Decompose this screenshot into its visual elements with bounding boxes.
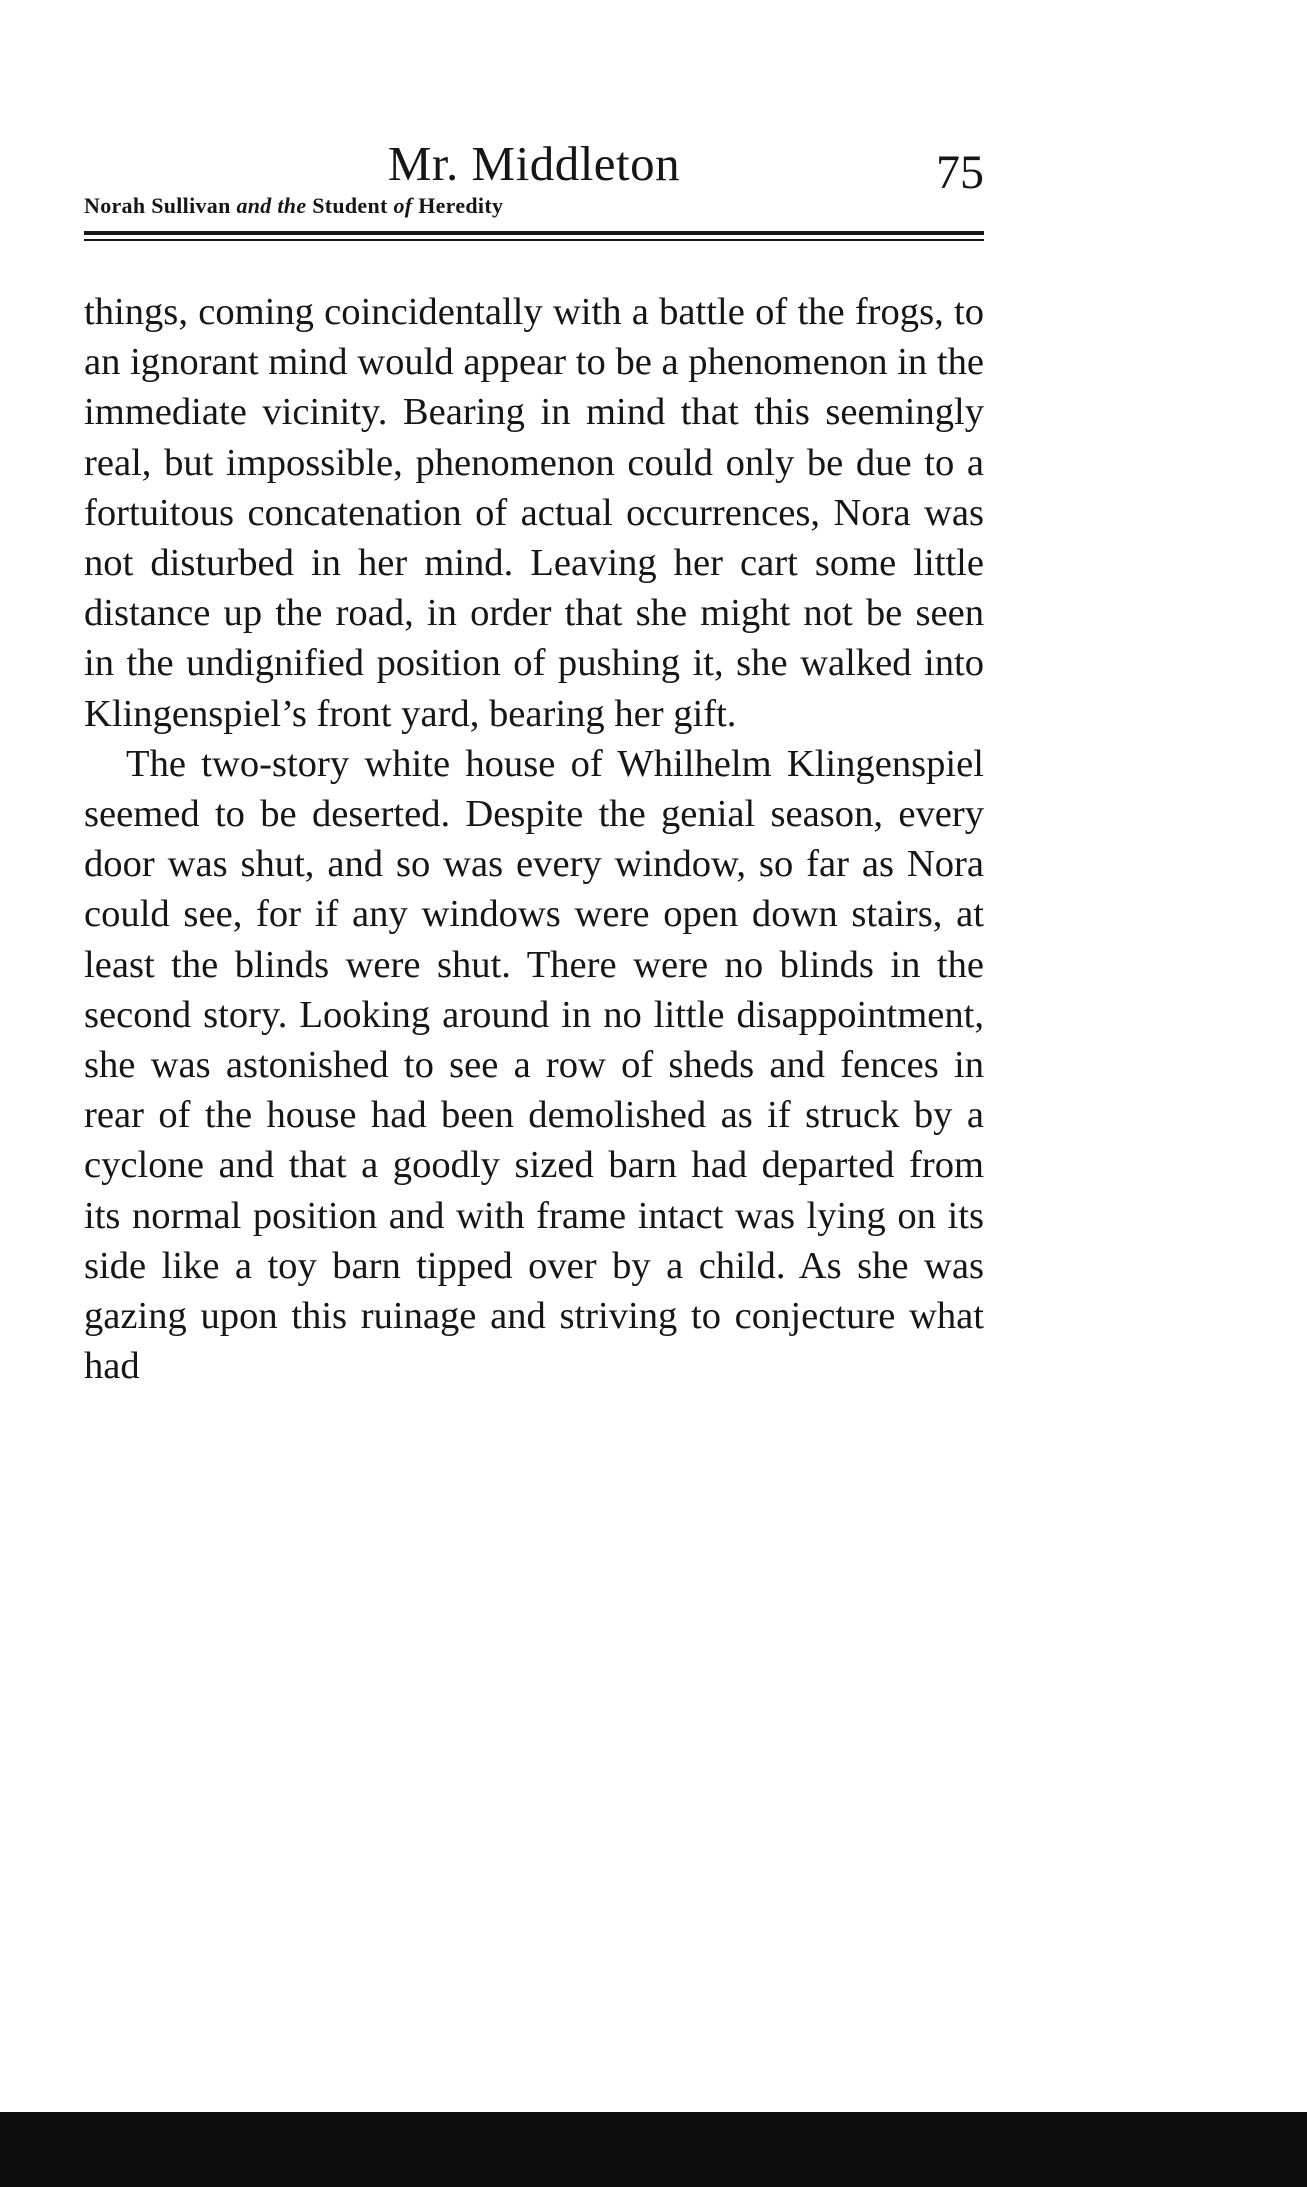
paragraph-2: The two-story white house of Whilhelm Klingenspiel seemed to be deserted. Despite the genial season, every door was shut, and so was every window, so far as Nora could see, for if any windows were open down stairs, at least the blinds were shut. There were no blinds in the second story. Looking around in no little disappointment, she was astonished to see a row of sheds and fences in rear of the house had been demolished as if struck by a cyclone and that a goodly sized barn had departed from its normal position and with frame intact was lying on its side like a toy barn tipped over by a child. As she was gazing upon this ruinage and striving to conjecture what had bbox=[84, 742, 984, 1388]
running-title: Mr. Middleton bbox=[387, 136, 681, 191]
body-text bbox=[84, 287, 984, 1391]
subtitle-of: of bbox=[393, 193, 413, 218]
header-rule-thick bbox=[84, 231, 984, 235]
running-subtitle bbox=[84, 195, 503, 217]
header-rule-thin bbox=[84, 239, 984, 241]
subtitle-heredity: Heredity bbox=[412, 193, 504, 218]
subtitle-author: Norah Sullivan bbox=[84, 193, 237, 218]
paragraph-1: things, coming coincidentally with a battle of the frogs, to an ignorant mind would appear to be a phenomenon in the immediate vicinity. Bearing in mind that this seemingly real, but impossible, phenomenon could only be due to a fortuitous concatenation of actual occurrences, Nora was not disturbed in her mind. Leaving her cart some little distance up the road, in order that she might not be seen in the undignified position of pushing it, she walked into Klingenspiel’s front yard, bearing her gift. bbox=[84, 291, 984, 735]
scan-bottom-edge bbox=[0, 2112, 1307, 2187]
subtitle-connector: and the bbox=[236, 193, 307, 218]
running-head bbox=[84, 135, 984, 245]
subtitle-student: Student bbox=[306, 193, 394, 218]
page-number: 75 bbox=[936, 146, 984, 199]
